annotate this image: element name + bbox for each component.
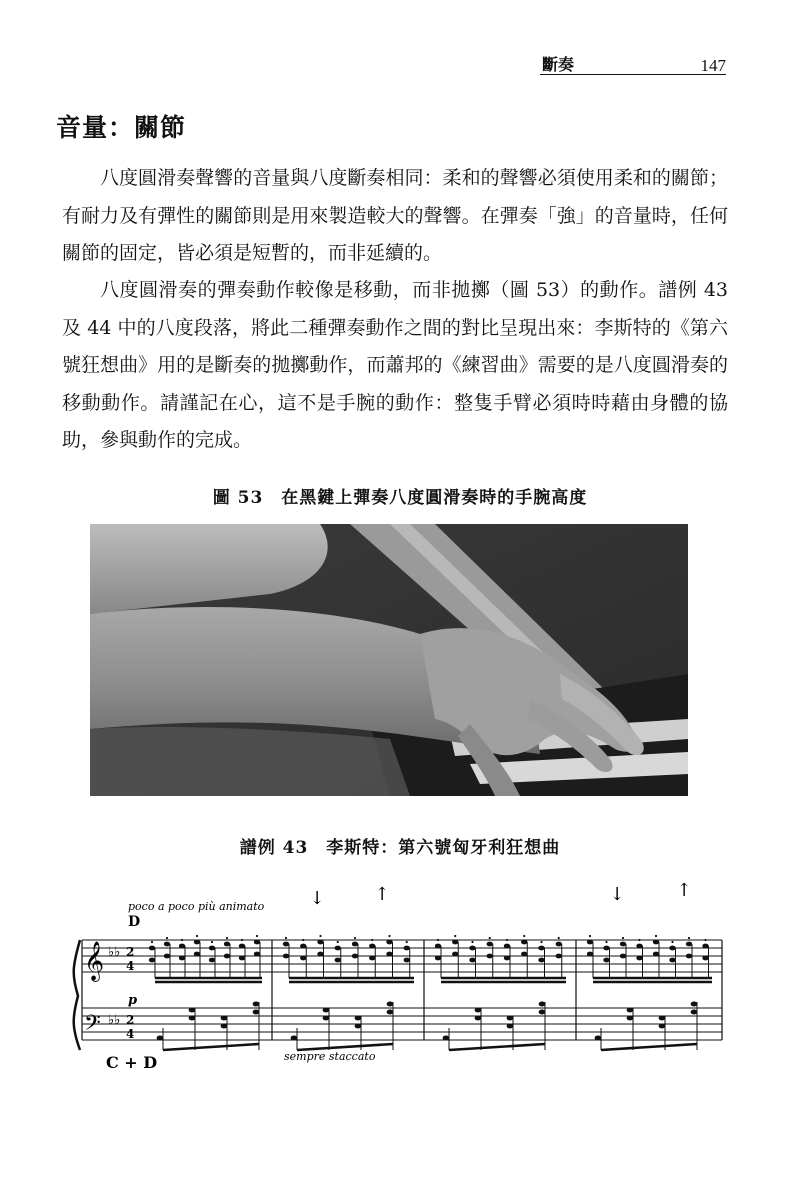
grand-staff-brace [74,940,80,1050]
tempo-marking: poco a poco più animato [128,900,265,913]
up-arrow-icon: ↑ [676,880,692,901]
dynamic-marking: p [128,993,138,1008]
body-paragraph-1: 八度圓滑奏聲響的音量與八度斷奏相同：柔和的聲響必須使用柔和的關節；有耐力及有彈性的關節則是用來製造較大的聲響。在彈奏「強」的音量時，任何關節的固定，皆必須是短暫的，而非延續的。 [62,167,728,265]
bass-clef-icon: 𝄢 [84,1011,101,1041]
section-label: C + D [106,1053,158,1072]
page-number: 147 [700,56,726,75]
beam [441,978,566,982]
up-arrow-icon: ↑ [374,884,390,905]
figure-caption: 圖 53 在黑鍵上彈奏八度圓滑奏時的手腕高度 [212,488,588,508]
bass-note [595,1028,602,1050]
bass-note [253,1002,260,1051]
running-header-section: 斷奏 [542,55,575,74]
bass-note [539,1002,546,1051]
bass-note [157,1028,164,1050]
figure-photo-hand-on-piano [90,524,688,796]
key-signature: ♭♭ [108,1013,121,1028]
bass-notes [157,1002,698,1051]
music-score [72,878,732,1078]
running-header [540,52,730,78]
bass-note [691,1002,698,1051]
bass-note [323,1008,330,1051]
time-signature: 4 [126,1027,135,1041]
music-example-caption: 譜例 43 李斯特：第六號匈牙利狂想曲 [239,838,561,858]
beam [289,978,414,982]
key-signature: ♭♭ [108,945,121,960]
header-rule [540,74,726,75]
beam [449,1044,545,1050]
time-signature: 2 [126,945,135,959]
bass-note [387,1002,394,1051]
bass-note [627,1008,634,1051]
expression-marking: sempre staccato [284,1050,376,1063]
rehearsal-mark: D [128,914,141,930]
time-signature: 2 [126,1013,135,1027]
beam [155,978,262,982]
beam [163,1044,259,1050]
beam [593,978,712,982]
body-paragraph-2: 八度圓滑奏的彈奏動作較像是移動，而非拋擲（圖 53）的動作。譜例 43 及 44 中的八度段落，將此二種彈奏動作之間的對比呈現出來：李斯特的《第六號狂想曲》用的是斷奏的拋擲動作，而蕭邦的《練習曲》需要的是八度圓滑奏的移動動作。請謹記在心，這不是手腕的動作：整隻手臂必須時時藉由身體的協助，參與動作的完成。 [62,279,728,452]
treble-clef-icon: 𝄞 [84,941,105,981]
bass-note [443,1028,450,1050]
section-title: 音量：關節 [56,113,187,142]
lap-shadow [90,727,410,796]
bass-staff [82,1008,722,1040]
bass-note [189,1008,196,1051]
time-signature: 4 [126,959,135,973]
bass-note [475,1008,482,1051]
bass-note [291,1028,298,1050]
down-arrow-icon: ↓ [609,884,625,905]
beam [601,1044,697,1050]
down-arrow-icon: ↓ [309,888,325,909]
treble-notes [149,935,712,982]
